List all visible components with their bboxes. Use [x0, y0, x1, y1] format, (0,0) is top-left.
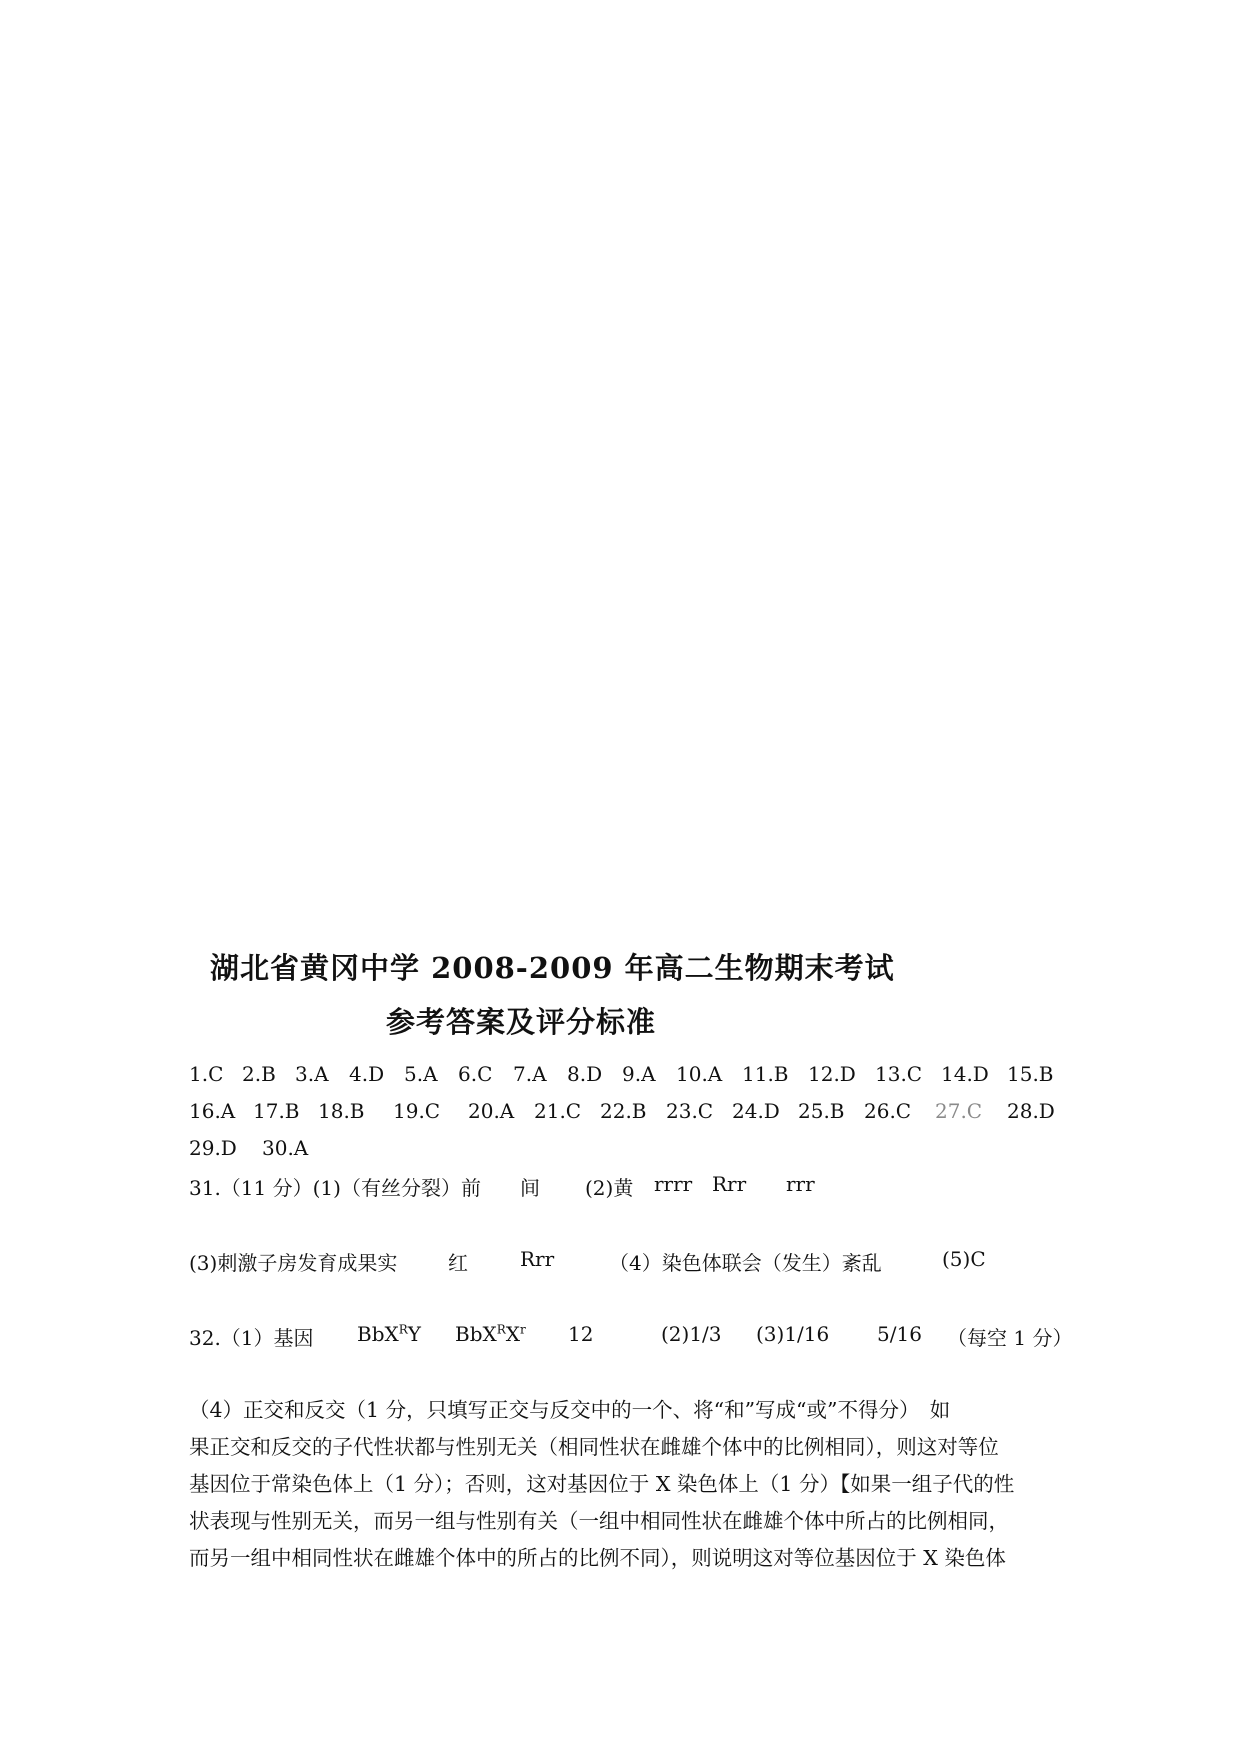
answer-item: 12.D [808, 1062, 856, 1086]
q31-part: Rrr [712, 1172, 747, 1196]
answer-item: 20.A [468, 1099, 515, 1123]
q32-part: (3)1/16 [756, 1322, 830, 1346]
answer-item: 21.C [534, 1099, 582, 1123]
answer-item: 9.A [622, 1062, 656, 1086]
q32-part: 12 [568, 1322, 594, 1346]
q31-part: (2)黄 [585, 1176, 634, 1200]
q31-part: rrr [786, 1172, 815, 1196]
answer-item: 22.B [600, 1099, 647, 1123]
answer-item: 16.A [189, 1099, 236, 1123]
q31-part: 红 [448, 1251, 468, 1275]
answer-item: 2.B [242, 1062, 276, 1086]
answer-row [189, 1099, 1069, 1136]
answer-item: 5.A [404, 1062, 438, 1086]
choice-answers [189, 1062, 1069, 1173]
q31-line-1 [189, 1172, 1069, 1202]
paragraph-line: 而另一组中相同性状在雌雄个体中的所占的比例不同），则说明这对等位基因位于 X 染色体 [189, 1546, 1006, 1570]
answer-item: 4.D [349, 1062, 385, 1086]
answer-row [189, 1136, 1069, 1173]
genotype-male: BbX$^R$Y [357, 1322, 421, 1346]
answer-item: 14.D [941, 1062, 989, 1086]
q31-part: Rrr [520, 1247, 555, 1271]
answer-item: 23.C [666, 1099, 714, 1123]
answer-item: 7.A [513, 1062, 547, 1086]
answer-item: 30.A [262, 1136, 309, 1160]
q31-line-2 [189, 1247, 1069, 1277]
answer-item: 3.A [295, 1062, 329, 1086]
q32-part4-paragraph [189, 1392, 1065, 1577]
answer-item: 13.C [875, 1062, 923, 1086]
answer-item: 19.C [393, 1099, 441, 1123]
answer-item: 17.B [253, 1099, 300, 1123]
paragraph-line: 基因位于常染色体上（1 分）；否则，这对基因位于 X 染色体上（1 分）【如果一组子代的性 [189, 1472, 1015, 1496]
answer-row [189, 1062, 1069, 1099]
q31-part: 间 [520, 1176, 540, 1200]
q31-part: (3)刺激子房发育成果实 [189, 1251, 398, 1275]
q32-part: （每空 1 分） [947, 1326, 1073, 1350]
answer-item: 11.B [742, 1062, 789, 1086]
answer-item: 28.D [1007, 1099, 1055, 1123]
answer-item: 15.B [1007, 1062, 1054, 1086]
answer-item: 10.A [676, 1062, 723, 1086]
answer-item: 1.C [189, 1062, 224, 1086]
q31-part: （4）染色体联会（发生）紊乱 [609, 1251, 882, 1275]
paragraph-line: 状表现与性别无关，而另一组与性别有关（一组中相同性状在雌雄个体中所占的比例相同， [189, 1509, 1009, 1533]
page-title: 湖北省黄冈中学 2008-2009 年高二生物期末考试 [210, 951, 895, 985]
answer-item: 24.D [732, 1099, 780, 1123]
answer-item: 27.C [935, 1099, 983, 1123]
page-subtitle: 参考答案及评分标准 [386, 1005, 657, 1039]
q32-part: 5/16 [877, 1322, 922, 1346]
genotype-female: $BbX^RX^r$ [455, 1322, 526, 1346]
answer-item: 29.D [189, 1136, 237, 1160]
q31-part: rrrr [654, 1172, 693, 1196]
answer-item: 18.B [318, 1099, 365, 1123]
answer-item: 8.D [567, 1062, 603, 1086]
q32-part: (2)1/3 [661, 1322, 722, 1346]
answer-item: 6.C [458, 1062, 493, 1086]
answer-item: 26.C [864, 1099, 912, 1123]
paragraph-line: （4）正交和反交（1 分，只填写正交与反交中的一个、将“和”写成“或”不得分） 如 [189, 1398, 951, 1422]
q31-part: (5)C [942, 1247, 986, 1271]
paragraph-line: 果正交和反交的子代性状都与性别无关（相同性状在雌雄个体中的比例相同），则这对等位 [189, 1435, 999, 1459]
answer-item: 25.B [798, 1099, 845, 1123]
q32-part: 32.（1）基因 [189, 1326, 314, 1350]
q31-part: 31.（11 分）(1)（有丝分裂）前 [189, 1176, 481, 1200]
q32-line-1 [189, 1322, 1073, 1352]
